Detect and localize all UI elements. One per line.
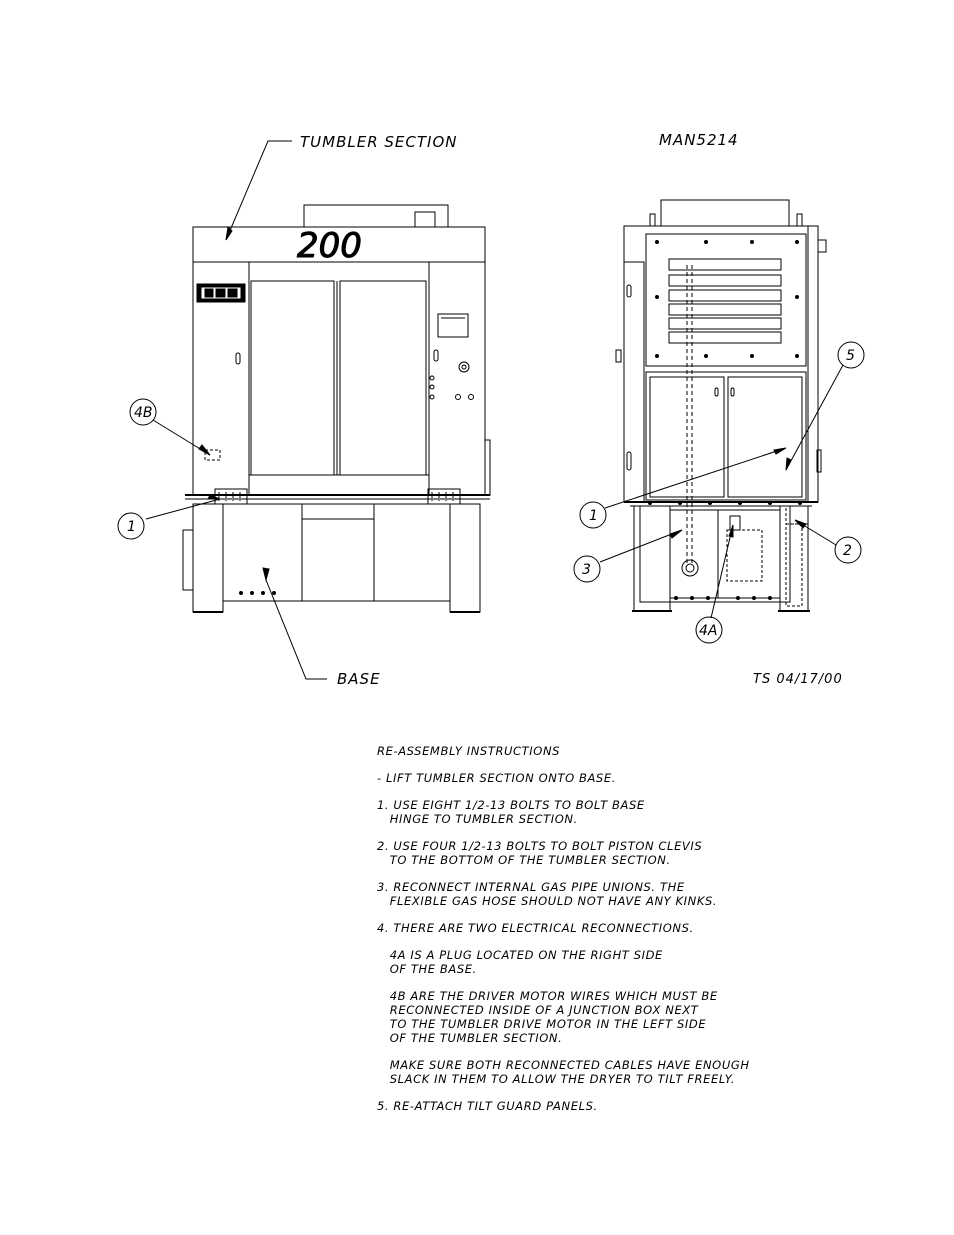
front-leg-right xyxy=(450,504,480,612)
instruction-line: 4A IS A PLUG LOCATED ON THE RIGHT SIDE xyxy=(377,948,663,962)
front-leg-left xyxy=(193,504,223,612)
callout-3: 3 xyxy=(582,562,591,578)
side-base xyxy=(640,506,790,602)
instruction-line: 1. USE EIGHT 1/2-13 BOLTS TO BOLT BASE xyxy=(377,798,645,812)
instruction-line: 5. RE-ATTACH TILT GUARD PANELS. xyxy=(377,1099,598,1113)
instruction-line: RECONNECTED INSIDE OF A JUNCTION BOX NEXT xyxy=(377,1003,699,1017)
side-leg-left xyxy=(634,506,670,611)
instruction-spacer xyxy=(377,867,817,880)
side-top-duct xyxy=(661,200,789,226)
callout-4b: 4B xyxy=(134,405,153,421)
front-hinge-left xyxy=(215,489,247,504)
front-door-frame xyxy=(249,262,429,495)
front-hinge-right xyxy=(428,489,460,504)
front-base-center xyxy=(302,504,374,519)
front-left-side-panel xyxy=(183,530,193,590)
instruction-line: 4B ARE THE DRIVER MOTOR WIRES WHICH MUST BE xyxy=(377,989,718,1003)
front-door-right xyxy=(340,281,426,475)
instructions-title: RE-ASSEMBLY INSTRUCTIONS xyxy=(377,744,561,758)
callout-2: 2 xyxy=(843,543,852,559)
instruction-line: MAKE SURE BOTH RECONNECTED CABLES HAVE ENOUGH xyxy=(377,1058,750,1072)
callout-4a: 4A xyxy=(699,623,718,639)
callout-1-side: 1 xyxy=(589,508,598,524)
front-right-strip xyxy=(485,440,490,495)
instruction-spacer xyxy=(377,1086,817,1099)
side-view xyxy=(616,200,826,611)
instruction-line: HINGE TO TUMBLER SECTION. xyxy=(377,812,578,826)
side-body xyxy=(624,226,808,502)
revision-label: TS 04/17/00 xyxy=(753,672,843,687)
instruction-line: SLACK IN THEM TO ALLOW THE DRYER TO TILT FREELY. xyxy=(377,1072,736,1086)
reassembly-instructions xyxy=(377,744,817,1113)
side-louver-panel xyxy=(646,234,806,366)
callout-5: 5 xyxy=(846,348,855,364)
front-left-handle xyxy=(236,353,240,364)
side-leg-right xyxy=(780,506,808,611)
instructions-list xyxy=(377,771,817,1113)
instruction-line: 3. RECONNECT INTERNAL GAS PIPE UNIONS. THE xyxy=(377,880,685,894)
instruction-line: - LIFT TUMBLER SECTION ONTO BASE. xyxy=(377,771,616,785)
tumbler-section-label: TUMBLER SECTION xyxy=(300,133,458,151)
instruction-spacer xyxy=(377,1045,817,1058)
base-label: BASE xyxy=(337,670,381,688)
instruction-line: FLEXIBLE GAS HOSE SHOULD NOT HAVE ANY KINKS. xyxy=(377,894,718,908)
instruction-spacer xyxy=(377,826,817,839)
front-top-duct xyxy=(304,205,448,227)
instruction-spacer xyxy=(377,908,817,921)
instruction-line: 2. USE FOUR 1/2-13 BOLTS TO BOLT PISTON CLEVIS xyxy=(377,839,703,853)
front-view xyxy=(183,205,490,612)
front-top-duct-box xyxy=(415,212,435,227)
instruction-line: 4. THERE ARE TWO ELECTRICAL RECONNECTIONS. xyxy=(377,921,694,935)
instruction-line: OF THE TUMBLER SECTION. xyxy=(377,1031,563,1045)
model-number-label: 200 xyxy=(297,226,362,266)
doc-number-label: MAN5214 xyxy=(659,131,739,149)
front-display xyxy=(438,314,468,337)
callout-1-front: 1 xyxy=(127,519,136,535)
instruction-spacer xyxy=(377,976,817,989)
instruction-line: TO THE TUMBLER DRIVE MOTOR IN THE LEFT SIDE xyxy=(377,1017,707,1031)
instruction-line: OF THE BASE. xyxy=(377,962,477,976)
side-gas-union xyxy=(682,560,698,576)
front-right-handle xyxy=(434,350,438,361)
instruction-spacer xyxy=(377,935,817,948)
side-plug-box xyxy=(727,530,762,581)
instruction-spacer xyxy=(377,785,817,798)
front-door-left xyxy=(251,281,334,475)
instruction-line: TO THE BOTTOM OF THE TUMBLER SECTION. xyxy=(377,853,671,867)
side-lower-panel xyxy=(646,372,806,500)
